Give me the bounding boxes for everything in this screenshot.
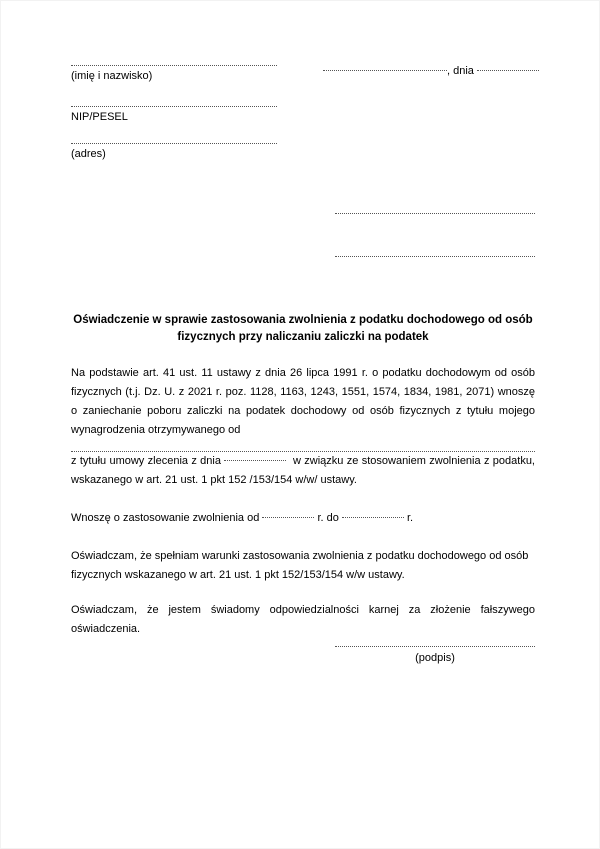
place-fill-line[interactable] <box>323 70 447 71</box>
nip-pesel-field-label: NIP/PESEL <box>71 111 128 123</box>
header-top-row <box>71 65 535 84</box>
addressee-fill-line-2[interactable] <box>335 256 535 257</box>
signature-block <box>335 646 535 666</box>
body-paragraph-3-middle: r. do <box>317 512 339 524</box>
body-gap-2 <box>71 490 535 509</box>
date-fill-line[interactable] <box>477 70 539 71</box>
header-gap-1 <box>71 84 535 106</box>
contract-date-fill-line[interactable] <box>224 460 286 461</box>
page-title <box>71 312 535 346</box>
exemption-to-fill-line[interactable] <box>342 517 404 518</box>
addressee-fill-line-1[interactable] <box>335 213 535 214</box>
place-date-label: , dnia <box>447 65 474 77</box>
body-paragraph-1: Na podstawie art. 41 ust. 11 ustawy z dnia 26 lipca 1991 r. o podatku dochodowym od osób fizycznych (t.j. Dz. U. z 2021 r. poz. 1128, 1163, 1243, 1551, 1574, 1834, 1981, 2071) wnoszę o zaniechanie poboru zaliczki na podatek dochodowy od osób fizycznych z tytułu mojego wynagrodzenia otrzymywanego od <box>71 367 535 436</box>
body-gap-3 <box>71 528 535 547</box>
body-paragraph-5: Oświadczam, że jestem świadomy odpowiedzialności karnej za złożenie fałszywego oświadczenia. <box>71 604 535 635</box>
body-paragraph-2-after: w związku ze stosowaniem zwolnienia z podatku, wskazanego w art. 21 ust. 1 pkt 152 /153/154 w/w/ ustawy. <box>71 455 535 486</box>
address-field-block <box>71 143 277 162</box>
body-paragraph-2-before: z tytułu umowy zlecenia z dnia <box>71 455 221 467</box>
page-title-line-1: Oświadczenie w sprawie zastosowania zwolnienia z podatku dochodowego od osób <box>73 314 533 326</box>
addressee-block <box>335 213 535 299</box>
body-paragraph-2 <box>71 452 535 490</box>
address-field-label: (adres) <box>71 148 106 160</box>
body-paragraph-4: Oświadczam, że spełniam warunki zastosowania zwolnienia z podatku dochodowego od osób fizycznych wskazanego w art. 21 ust. 1 pkt 152/153/154 w/w ustawy. <box>71 550 529 581</box>
body-paragraph-3-before: Wnoszę o zastosowanie zwolnienia od <box>71 512 260 524</box>
header-gap-2 <box>71 125 535 143</box>
place-date-field[interactable] <box>323 65 535 77</box>
page-title-line-2: fizycznych przy naliczaniu zaliczki na podatek <box>177 331 429 343</box>
header-block <box>71 65 535 162</box>
document-body <box>71 364 535 639</box>
exemption-from-fill-line[interactable] <box>262 517 314 518</box>
body-paragraph-3 <box>71 509 535 528</box>
body-gap-4 <box>71 585 535 601</box>
body-paragraph-3-after: r. <box>406 512 414 524</box>
nip-pesel-field-block <box>71 106 277 125</box>
name-field-label: (imię i nazwisko) <box>71 70 153 82</box>
name-field-block <box>71 65 277 84</box>
signature-label: (podpis) <box>415 652 455 664</box>
body-gap-1 <box>71 440 535 451</box>
